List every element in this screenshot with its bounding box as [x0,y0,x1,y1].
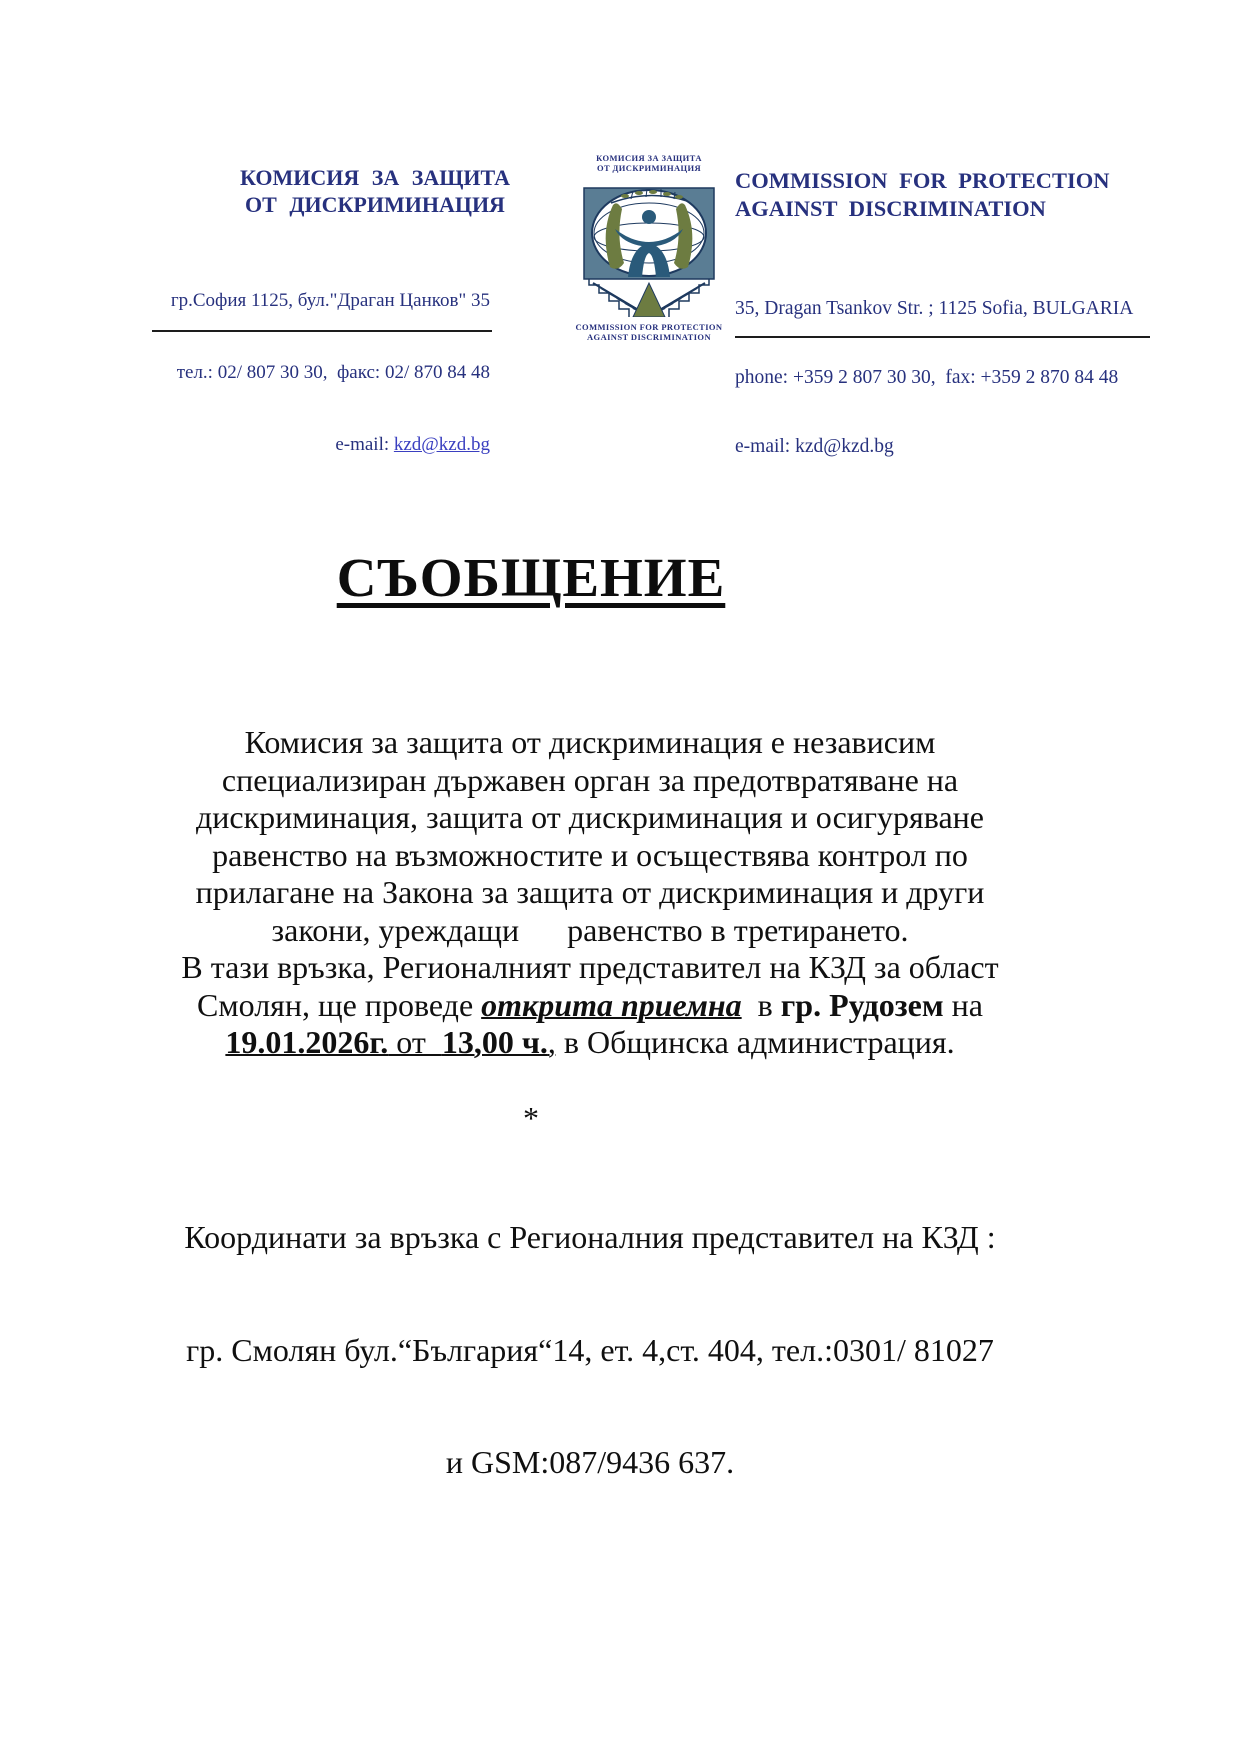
org-email-line-en [735,435,1205,458]
org-title-bg-line2: ОТ ДИСКРИМИНАЦИЯ [245,192,505,217]
contacts-line2: гр. Смолян бул.“България“14, ет. 4,ст. 404, тел.:0301/ 81027 [186,1331,994,1368]
body-line: закони, уреждащи равенство в третирането. [271,911,909,948]
org-contact-en [735,251,1205,504]
org-address-bg: гр.София 1125, бул."Драган Цанков" 35 [170,290,490,311]
commission-logo-icon [583,187,715,317]
body-line: Смолян, ще проведе открита приемна в гр. Рудозем на [197,986,983,1023]
header-separator-line-right [735,336,1150,338]
body-paragraph [110,724,1070,1062]
contacts-paragraph [110,1144,1070,1557]
logo-caption-top-line1: КОМИСИЯ ЗА ЗАЩИТА [596,153,702,163]
body-line: В тази връзка, Регионалният представител на КЗД за област [181,949,999,985]
logo-caption-bottom-line1: COMMISSION FOR PROTECTION [575,322,723,332]
logo-caption-bottom-line2: AGAINST DISCRIMINATION [587,332,711,342]
org-title-en-line1: COMMISSION FOR PROTECTION [735,168,1110,193]
logo-caption-top [564,153,734,173]
email-link-bg[interactable]: kzd@kzd.bg [393,434,490,455]
header-separator-line-left [152,330,492,332]
email-label-en: e-mail: [735,436,796,457]
org-contact-bg [130,241,490,505]
org-title-bg [195,164,555,218]
org-address-en: 35, Dragan Tsankov Str. ; 1125 Sofia, BULGARIA [735,298,1134,319]
body-line: дискриминация, защита от дискриминация и осигуряване [196,799,984,835]
email-link-en[interactable]: kzd@kzd.bg [795,436,894,457]
body-line: Комисия за защита от дискриминация е независим [244,724,936,760]
org-email-line-bg [130,433,490,457]
org-phone-fax-bg: тел.: 02/ 807 30 30, факс: 02/ 870 84 48 [176,362,490,383]
org-title-en-line2: AGAINST DISCRIMINATION [735,196,1046,221]
email-label-bg: e-mail: [335,434,394,455]
logo [583,187,715,317]
contacts-line3: и GSM:087/9436 637. [445,1444,735,1480]
page-title: СЪОБЩЕНИЕ [336,547,726,608]
org-title-en [735,167,1175,223]
logo-caption-top-line2: ОТ ДИСКРИМИНАЦИЯ [596,163,702,173]
org-title-bg-line1: КОМИСИЯ ЗА ЗАЩИТА [239,165,511,190]
body-line: специализиран държавен орган за предотвратяване на [221,761,959,798]
contacts-line1: Координати за връзка с Регионалния представител на КЗД : [184,1219,996,1255]
body-line: равенство на възможностите и осъществява контрол по [212,836,968,873]
body-line: 19.01.2026г. от 13,00 ч., в Общинска администрация. [225,1024,955,1060]
org-phone-fax-en: phone: +359 2 807 30 30, fax: +359 2 870 84 48 [735,367,1119,388]
section-separator: * [523,1100,539,1136]
body-line: прилагане на Закона за защита от дискриминация и други [195,874,985,910]
logo-caption-bottom [549,322,749,342]
